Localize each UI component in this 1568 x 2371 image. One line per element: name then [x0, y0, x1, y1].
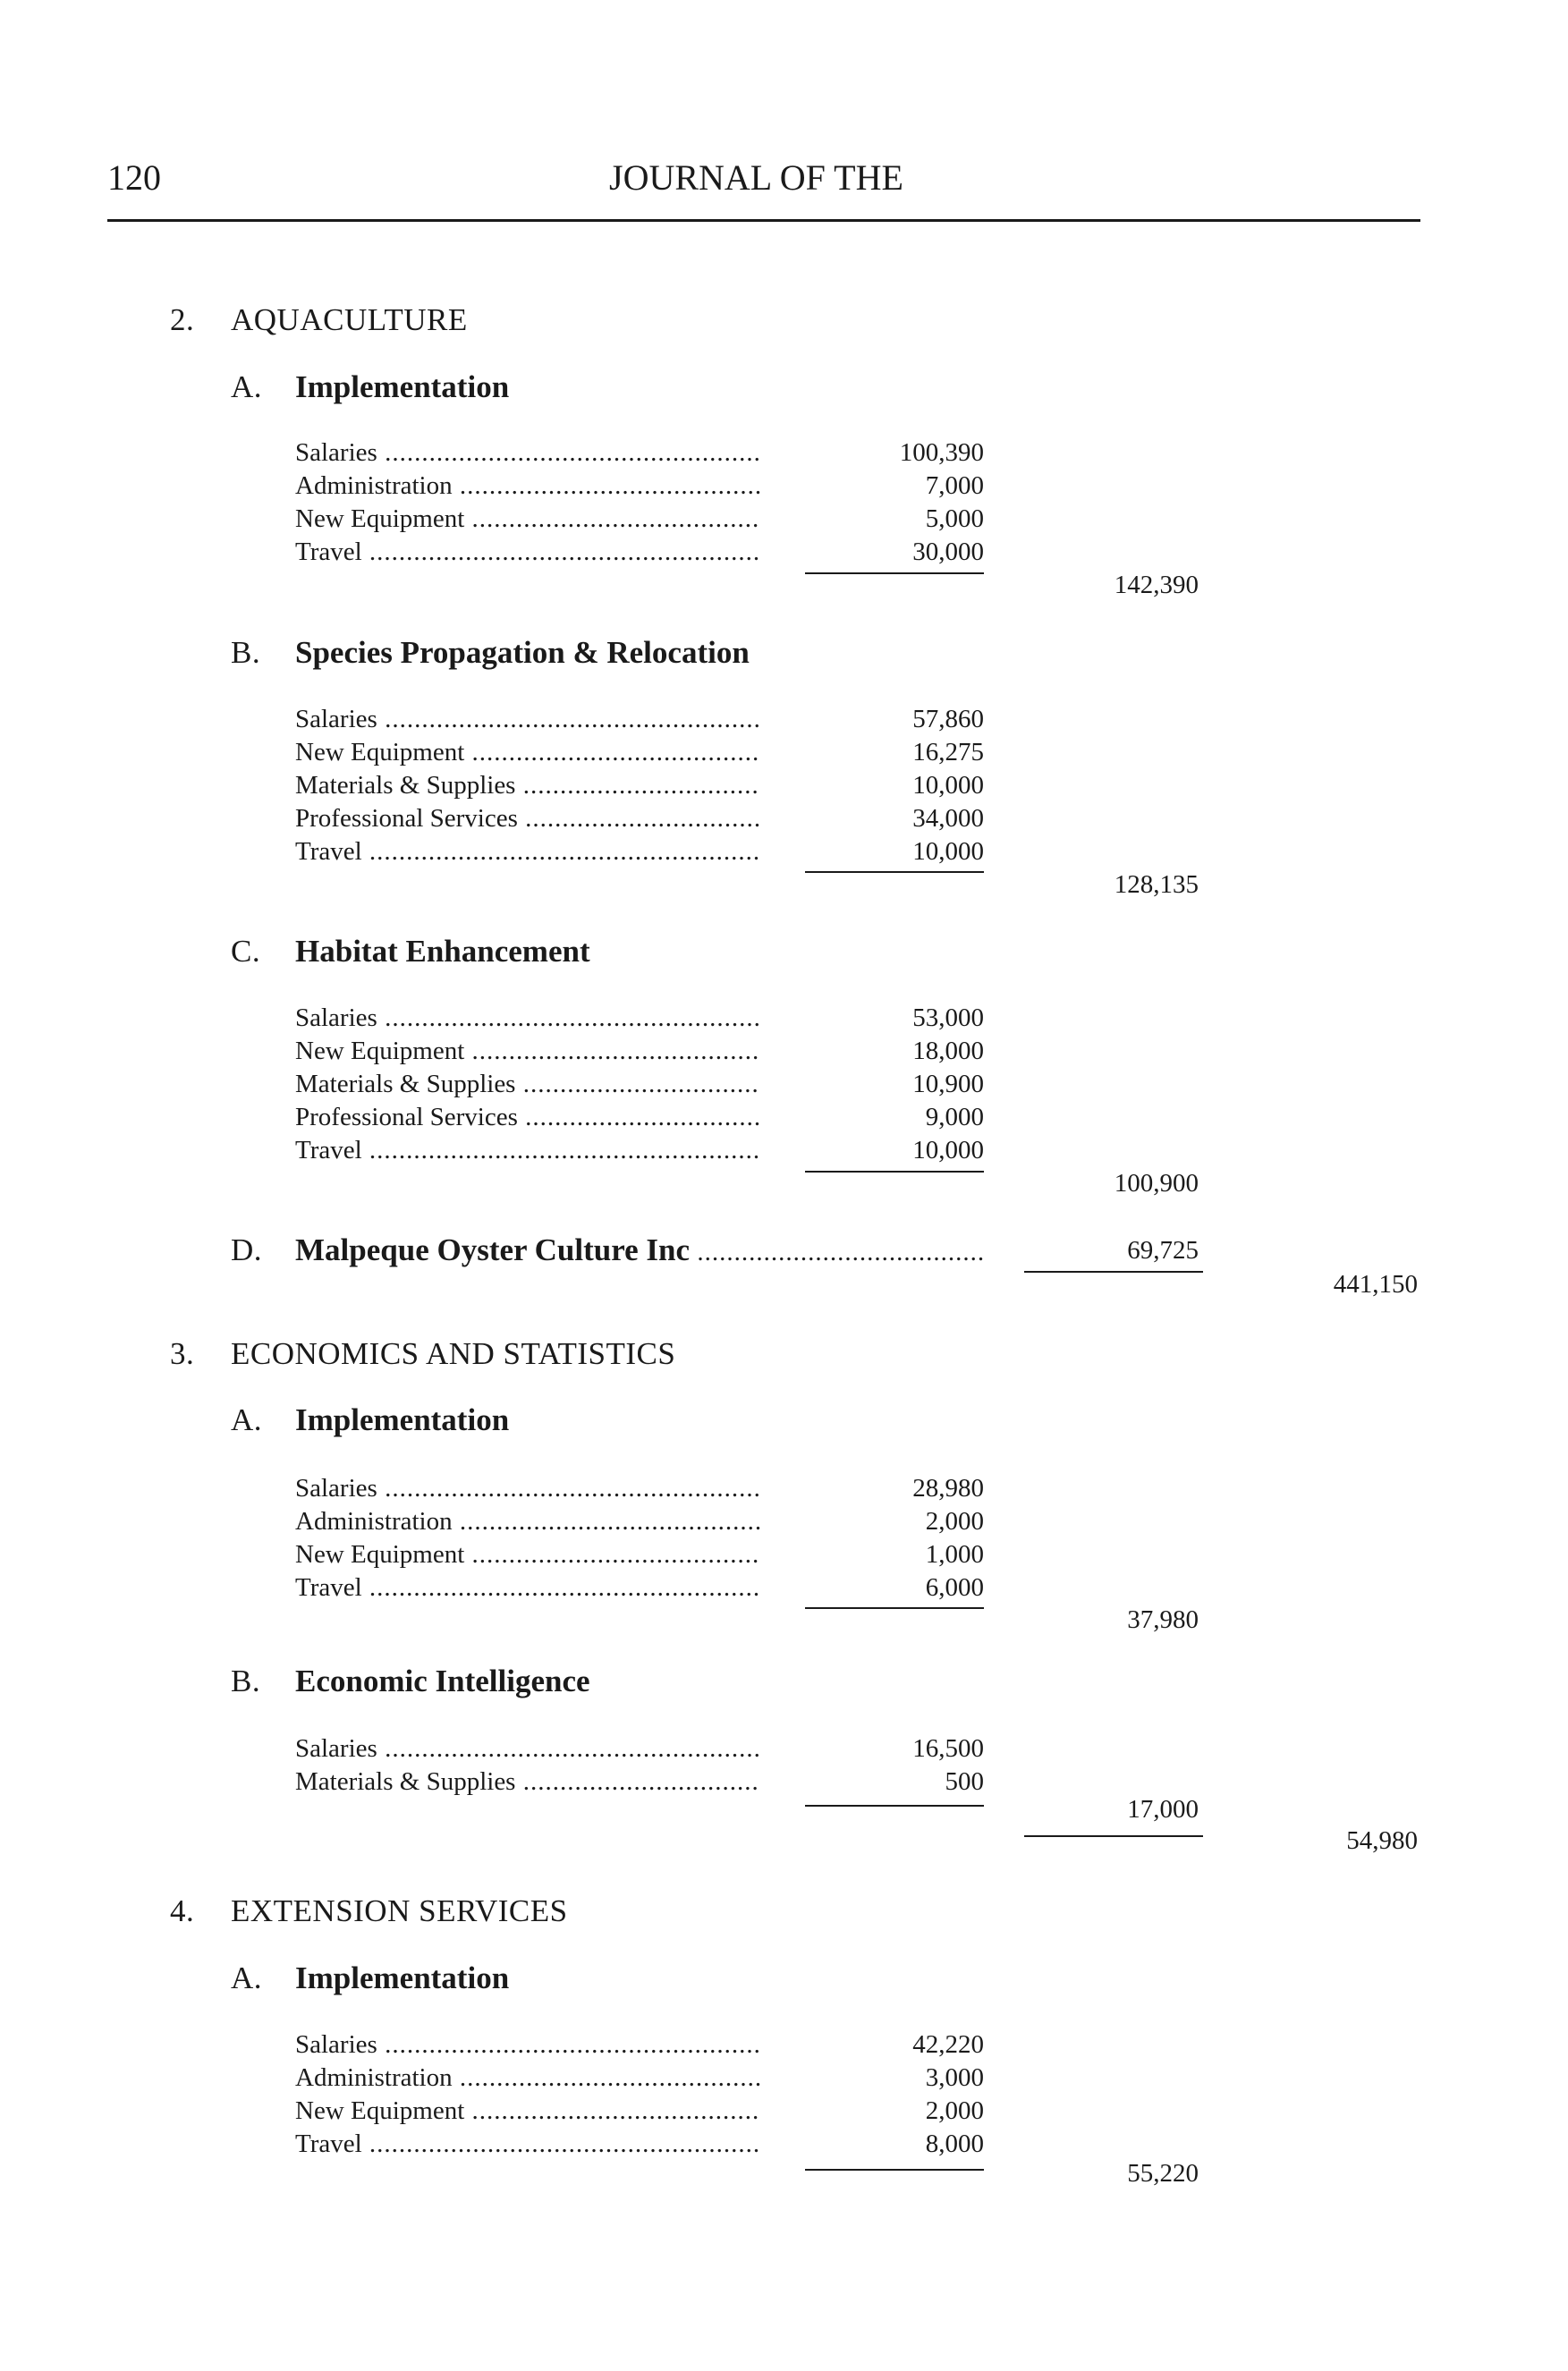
subtotal-amount: 128,135: [1114, 870, 1199, 899]
sum-rule: [805, 1171, 984, 1173]
line-item-label: New Equipment .....: [295, 2095, 760, 2128]
line-item-label: New Equipment .....: [295, 1035, 760, 1068]
page-number: 120: [107, 157, 161, 198]
subsection-title: Economic Intelligence: [295, 1664, 590, 1698]
line-item-label: Salaries .....: [295, 1002, 760, 1035]
line-item-amount: 100,390: [899, 438, 984, 467]
sum-rule: [1024, 1835, 1203, 1837]
line-item-amount: 500: [945, 1767, 984, 1796]
subtotal-amount: 55,220: [1127, 2159, 1199, 2188]
line-item-label: Administration .....: [295, 2062, 760, 2095]
subsection-title: Habitat Enhancement: [295, 934, 590, 969]
line-item-label: New Equipment .....: [295, 1538, 760, 1571]
line-item-amount: 30,000: [912, 538, 984, 566]
subsection-letter: B.: [231, 635, 261, 670]
line-item-amount: 10,000: [912, 1136, 984, 1164]
line-item-label: Administration .....: [295, 1505, 760, 1538]
subsection-letter: A.: [231, 1960, 263, 1995]
subsection-title: Malpeque Oyster Culture Inc .....: [295, 1232, 984, 1268]
subtotal-amount: 142,390: [1114, 571, 1199, 599]
line-item-amount: 1,000: [925, 1540, 984, 1569]
subtotal-amount: 69,725: [1127, 1236, 1199, 1265]
line-item-label: Travel .....: [295, 1134, 760, 1167]
section-number: 3.: [170, 1336, 195, 1371]
sum-rule: [1024, 1271, 1203, 1273]
line-item-label: Administration .....: [295, 470, 760, 503]
subtotal-amount: 37,980: [1127, 1605, 1199, 1634]
line-item-label: Travel .....: [295, 2128, 760, 2161]
line-item-label: Professional Services .....: [295, 1101, 760, 1134]
line-item-label: Salaries .....: [295, 1472, 760, 1505]
line-item-label: Salaries .....: [295, 703, 760, 736]
sum-rule: [805, 2169, 984, 2171]
sum-rule: [805, 871, 984, 873]
section-title: EXTENSION SERVICES: [231, 1893, 568, 1928]
line-item-amount: 7,000: [925, 471, 984, 500]
line-item-amount: 10,900: [912, 1070, 984, 1098]
line-item-amount: 42,220: [912, 2030, 984, 2059]
sum-rule: [805, 1607, 984, 1609]
sum-rule: [805, 572, 984, 574]
section-number: 4.: [170, 1893, 195, 1928]
sum-rule: [805, 1805, 984, 1807]
subtotal-amount: 17,000: [1127, 1795, 1199, 1824]
line-item-label: Materials & Supplies .....: [295, 1068, 760, 1101]
line-item-amount: 34,000: [912, 804, 984, 833]
line-item-amount: 16,275: [912, 738, 984, 766]
line-item-amount: 53,000: [912, 1003, 984, 1032]
line-item-amount: 10,000: [912, 837, 984, 866]
section-number: 2.: [170, 302, 195, 337]
line-item-amount: 18,000: [912, 1037, 984, 1065]
line-item-label: New Equipment .....: [295, 503, 760, 536]
subtotal-amount: 100,900: [1114, 1169, 1199, 1198]
subsection-title: Implementation: [295, 369, 510, 404]
header-rule: [107, 219, 1420, 222]
line-item-amount: 2,000: [925, 2096, 984, 2125]
line-item-label: Salaries .....: [295, 2028, 760, 2062]
subsection-title: Implementation: [295, 1960, 510, 1995]
line-item-label: Materials & Supplies .....: [295, 1766, 760, 1799]
running-header: JOURNAL OF THE: [609, 157, 903, 198]
line-item-amount: 6,000: [925, 1573, 984, 1602]
line-item-amount: 8,000: [925, 2130, 984, 2158]
section-title: AQUACULTURE: [231, 302, 468, 337]
subsection-letter: A.: [231, 1402, 263, 1437]
line-item-amount: 5,000: [925, 504, 984, 533]
subsection-letter: D.: [231, 1232, 263, 1267]
line-item-amount: 10,000: [912, 771, 984, 800]
subsection-letter: B.: [231, 1664, 261, 1698]
line-item-label: Salaries .....: [295, 436, 760, 470]
line-item-label: Travel .....: [295, 536, 760, 569]
subsection-letter: A.: [231, 369, 263, 404]
line-item-label: Materials & Supplies .....: [295, 769, 760, 802]
line-item-label: Salaries .....: [295, 1732, 760, 1766]
line-item-amount: 3,000: [925, 2063, 984, 2092]
line-item-label: Professional Services .....: [295, 802, 760, 835]
subsection-title: Species Propagation & Relocation: [295, 635, 750, 670]
line-item-amount: 28,980: [912, 1474, 984, 1503]
line-item-amount: 16,500: [912, 1734, 984, 1763]
subsection-title: Implementation: [295, 1402, 510, 1437]
section-total: 441,150: [1333, 1270, 1418, 1299]
line-item-amount: 57,860: [912, 705, 984, 733]
section-total: 54,980: [1346, 1826, 1418, 1855]
section-title: ECONOMICS AND STATISTICS: [231, 1336, 676, 1371]
line-item-label: Travel .....: [295, 1571, 760, 1605]
line-item-label: New Equipment .....: [295, 736, 760, 769]
line-item-label: Travel .....: [295, 835, 760, 868]
line-item-amount: 2,000: [925, 1507, 984, 1536]
line-item-amount: 9,000: [925, 1103, 984, 1131]
subsection-letter: C.: [231, 934, 261, 969]
